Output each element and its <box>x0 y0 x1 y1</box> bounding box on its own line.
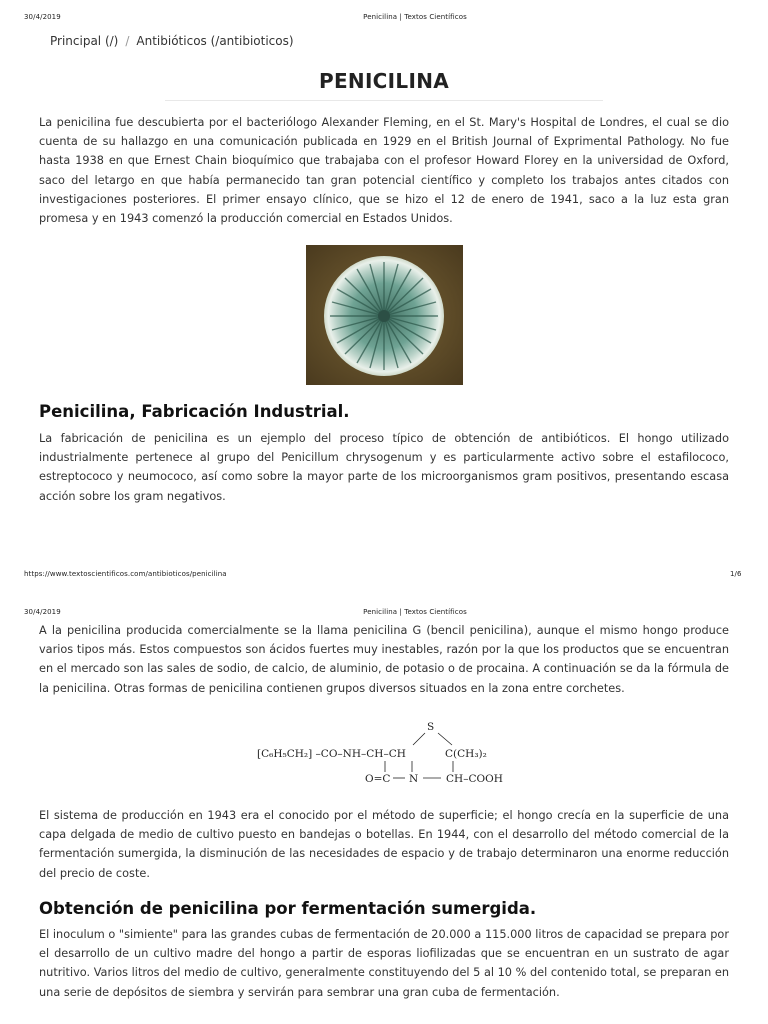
produccion-1943-paragraph: El sistema de producción en 1943 era el conocido por el método de superficie; el hongo crecía en la superficie de una capa delgada de medio de cultivo puesto en bandejas o botellas. En 1944, con el desarrollo del método comercial de la fermentación sumergida, la disminución de las necesidades de espacio y de trabajo determinaron una enorme reducción del precio de coste. <box>39 809 729 880</box>
print-footer-url: https://www.textoscientificos.com/antibioticos/penicilina <box>24 570 227 578</box>
penicillin-structural-formula <box>255 718 525 790</box>
formula-carboxyl: CH–COOH <box>446 773 503 785</box>
fabricacion-paragraph: La fabricación de penicilina es un ejemplo del proceso típico de obtención de antibióticos. El hongo utilizado industrialmente pertenece al grupo del Penicillum chrysogenum y es particularmente activo sobre el estafilococo, estreptococo y neumococo, así como sobre la mayor parte de los microorganismos gram positivos, presentando escasa acción sobre los gram negativos. <box>39 432 729 503</box>
print-header-title: Penicilina | Textos Científicos <box>363 13 467 21</box>
print-footer-page: 1/6 <box>730 570 742 578</box>
section-heading-fabricacion: Penicilina, Fabricación Industrial. <box>39 402 350 421</box>
section-heading-fermentacion: Obtención de penicilina por fermentación sumergida. <box>39 899 537 918</box>
colony-illustration <box>306 245 463 385</box>
page-title: PENICILINA <box>318 69 450 93</box>
print-header-date-2: 30/4/2019 <box>24 608 61 616</box>
breadcrumb <box>50 34 294 48</box>
formula-sulfur: S <box>427 721 435 733</box>
formula-dimethyl: C(CH₃)₂ <box>445 748 487 760</box>
title-divider <box>165 100 603 101</box>
penicilina-g-paragraph: A la penicilina producida comercialmente se la llama penicilina G (bencil penicilina), aunque el mismo hongo produce varios tipos más. Estos compuestos son ácidos fuertes muy inestables, razón por la que los productos que se encuentran en el mercado son las sales de sodio, de calcio, de aluminio, de potasio o de procaina. A continuación se da la fórmula de la penicilina. Otras formas de penicilina contienen grupos diversos situados en la zona entre corchetes. <box>39 624 729 695</box>
breadcrumb-separator: / <box>125 34 130 48</box>
print-header-title-2: Penicilina | Textos Científicos <box>363 608 467 616</box>
breadcrumb-antibioticos-link[interactable]: Antibióticos (/antibioticos) <box>136 34 294 48</box>
formula-left-group: [C₆H₅CH₂] –CO–NH–CH–CH <box>257 748 406 760</box>
penicillium-colony-image <box>306 245 463 385</box>
breadcrumb-home-link[interactable]: Principal (/) <box>50 34 119 48</box>
intro-paragraph: La penicilina fue descubierta por el bacteriólogo Alexander Fleming, en el St. Mary's Hospital de Londres, el cual se dio cuenta de su hallazgo en una comunicación publicada en 1929 en el British Journal of Exprimental Pathology. No fue hasta 1938 en que Ernest Chain bioquímico que trabajaba con el profesor Howard Florey en la universidad de Oxford, saco del letargo en que había permanecido tan gran potencial científico y completo los trabajos antes citados con investigaciones posteriores. El primer ensayo clínico, que se hizo el 12 de enero de 1941, saco a la luz esta gran promesa y en 1943 comenzó la producción comercial en Estados Unidos. <box>39 116 729 226</box>
formula-bond <box>438 733 452 745</box>
inoculum-paragraph: El inoculum o "simiente" para las grandes cubas de fermentación de 20.000 a 115.000 litros de capacidad se prepara por el desarrollo de un cultivo madre del hongo a partir de esporas liofilizadas que se encuentran en un sustrato de agar nutritivo. Varios litros del medio de cultivo, generalmente constituyendo del 5 al 10 % del contenido total, se preparan en una serie de depósitos de siembra y servirán para sembrar una gran cuba de fermentación. <box>39 928 729 999</box>
formula-nitrogen: N <box>409 773 419 785</box>
formula-bond <box>413 733 425 745</box>
formula-carbonyl: O=C <box>365 773 391 785</box>
print-header-date: 30/4/2019 <box>24 13 61 21</box>
